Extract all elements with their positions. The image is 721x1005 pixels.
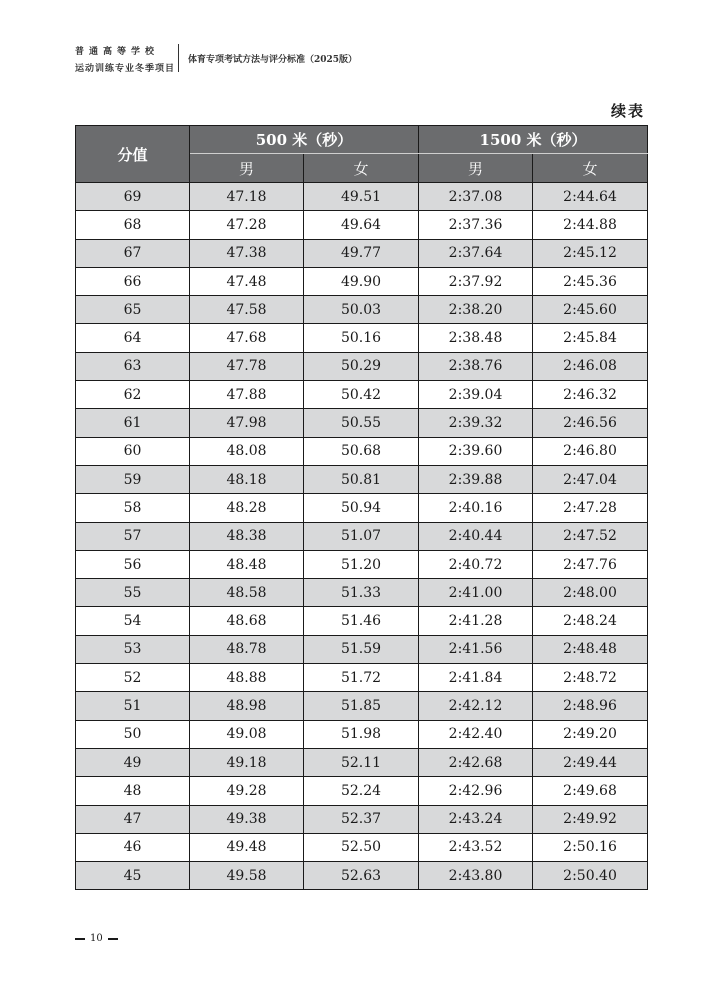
time-1500m-female-cell: 2:49.44	[533, 748, 648, 776]
time-500m-male-cell: 49.58	[190, 862, 304, 890]
time-1500m-male-cell: 2:43.80	[419, 862, 533, 890]
score-table	[75, 125, 648, 890]
time-1500m-female-cell: 2:48.48	[533, 635, 648, 663]
time-500m-female-cell: 50.68	[304, 437, 419, 465]
time-500m-male-cell: 47.68	[190, 324, 304, 352]
running-header	[75, 44, 175, 74]
header-program-line: 运动训练专业冬季项目	[75, 64, 176, 74]
time-1500m-female-cell: 2:46.56	[533, 409, 648, 437]
table-row	[76, 465, 648, 493]
time-500m-male-cell: 47.48	[190, 267, 304, 295]
page-footer	[75, 933, 118, 944]
time-1500m-female-cell: 2:48.24	[533, 607, 648, 635]
time-1500m-female-cell: 2:48.72	[533, 664, 648, 692]
header-title: 体育专项考试方法与评分标准（2025版）	[188, 55, 358, 65]
score-cell: 66	[76, 267, 190, 295]
time-500m-female-cell: 51.46	[304, 607, 419, 635]
time-1500m-male-cell: 2:39.60	[419, 437, 533, 465]
time-1500m-female-cell: 2:45.12	[533, 239, 648, 267]
table-row	[76, 183, 648, 211]
time-1500m-male-cell: 2:42.68	[419, 748, 533, 776]
time-500m-female-cell: 49.77	[304, 239, 419, 267]
score-cell: 64	[76, 324, 190, 352]
time-1500m-male-cell: 2:42.12	[419, 692, 533, 720]
score-cell: 69	[76, 183, 190, 211]
time-500m-female-cell: 49.64	[304, 211, 419, 239]
time-1500m-male-cell: 2:42.96	[419, 777, 533, 805]
time-500m-male-cell: 48.48	[190, 550, 304, 578]
time-500m-male-cell: 48.28	[190, 494, 304, 522]
score-cell: 50	[76, 720, 190, 748]
score-cell: 67	[76, 239, 190, 267]
score-cell: 59	[76, 465, 190, 493]
time-500m-male-cell: 48.68	[190, 607, 304, 635]
time-1500m-male-cell: 2:41.00	[419, 579, 533, 607]
time-1500m-female-cell: 2:44.88	[533, 211, 648, 239]
footer-dash-left	[75, 938, 85, 940]
time-500m-female-cell: 50.03	[304, 296, 419, 324]
time-1500m-female-cell: 2:44.64	[533, 183, 648, 211]
score-cell: 63	[76, 352, 190, 380]
subheader-500m-female: 女	[304, 154, 419, 183]
table-row	[76, 324, 648, 352]
header-row-groups	[76, 126, 648, 154]
table-row	[76, 522, 648, 550]
score-cell: 54	[76, 607, 190, 635]
time-1500m-female-cell: 2:46.80	[533, 437, 648, 465]
score-cell: 65	[76, 296, 190, 324]
time-500m-female-cell: 49.51	[304, 183, 419, 211]
time-500m-female-cell: 50.42	[304, 381, 419, 409]
table-row	[76, 267, 648, 295]
time-500m-male-cell: 48.58	[190, 579, 304, 607]
time-500m-male-cell: 47.28	[190, 211, 304, 239]
time-1500m-female-cell: 2:47.04	[533, 465, 648, 493]
time-500m-female-cell: 49.90	[304, 267, 419, 295]
time-1500m-male-cell: 2:38.76	[419, 352, 533, 380]
score-cell: 48	[76, 777, 190, 805]
time-1500m-male-cell: 2:40.44	[419, 522, 533, 550]
table-row	[76, 381, 648, 409]
table-body	[76, 183, 648, 890]
time-500m-male-cell: 48.18	[190, 465, 304, 493]
score-cell: 68	[76, 211, 190, 239]
table-row	[76, 748, 648, 776]
time-500m-male-cell: 48.78	[190, 635, 304, 663]
time-1500m-female-cell: 2:48.00	[533, 579, 648, 607]
time-1500m-male-cell: 2:43.24	[419, 805, 533, 833]
score-cell: 61	[76, 409, 190, 437]
continued-label: 续表	[610, 102, 645, 120]
time-1500m-female-cell: 2:46.08	[533, 352, 648, 380]
score-cell: 52	[76, 664, 190, 692]
footer-dash-right	[108, 938, 118, 940]
table-row	[76, 550, 648, 578]
time-500m-female-cell: 50.81	[304, 465, 419, 493]
subheader-1500m-male: 男	[419, 154, 533, 183]
time-500m-male-cell: 49.18	[190, 748, 304, 776]
time-500m-female-cell: 51.72	[304, 664, 419, 692]
time-1500m-female-cell: 2:49.20	[533, 720, 648, 748]
time-1500m-male-cell: 2:37.08	[419, 183, 533, 211]
time-1500m-female-cell: 2:50.16	[533, 833, 648, 861]
time-500m-male-cell: 47.18	[190, 183, 304, 211]
time-500m-female-cell: 52.24	[304, 777, 419, 805]
time-1500m-male-cell: 2:38.48	[419, 324, 533, 352]
time-500m-male-cell: 48.08	[190, 437, 304, 465]
time-500m-female-cell: 52.37	[304, 805, 419, 833]
time-1500m-male-cell: 2:41.84	[419, 664, 533, 692]
time-500m-female-cell: 51.85	[304, 692, 419, 720]
time-500m-female-cell: 51.98	[304, 720, 419, 748]
group-header-500m: 500 米（秒）	[190, 126, 419, 154]
score-cell: 49	[76, 748, 190, 776]
score-cell: 62	[76, 381, 190, 409]
time-500m-male-cell: 48.88	[190, 664, 304, 692]
time-500m-female-cell: 50.94	[304, 494, 419, 522]
time-500m-female-cell: 52.50	[304, 833, 419, 861]
time-500m-male-cell: 48.98	[190, 692, 304, 720]
score-cell: 46	[76, 833, 190, 861]
table-row	[76, 862, 648, 890]
time-500m-female-cell: 51.20	[304, 550, 419, 578]
time-1500m-female-cell: 2:49.68	[533, 777, 648, 805]
time-1500m-male-cell: 2:37.36	[419, 211, 533, 239]
time-1500m-male-cell: 2:39.88	[419, 465, 533, 493]
time-500m-male-cell: 47.78	[190, 352, 304, 380]
score-cell: 60	[76, 437, 190, 465]
table-row	[76, 833, 648, 861]
time-1500m-female-cell: 2:48.96	[533, 692, 648, 720]
time-1500m-male-cell: 2:41.56	[419, 635, 533, 663]
score-cell: 47	[76, 805, 190, 833]
time-1500m-female-cell: 2:45.60	[533, 296, 648, 324]
time-500m-female-cell: 52.63	[304, 862, 419, 890]
time-500m-female-cell: 51.33	[304, 579, 419, 607]
table-row	[76, 352, 648, 380]
score-cell: 45	[76, 862, 190, 890]
table-row	[76, 635, 648, 663]
table-row	[76, 720, 648, 748]
time-1500m-male-cell: 2:41.28	[419, 607, 533, 635]
time-500m-female-cell: 50.16	[304, 324, 419, 352]
time-500m-male-cell: 48.38	[190, 522, 304, 550]
time-500m-male-cell: 47.58	[190, 296, 304, 324]
table-row	[76, 296, 648, 324]
score-cell: 55	[76, 579, 190, 607]
time-1500m-male-cell: 2:37.92	[419, 267, 533, 295]
time-1500m-female-cell: 2:45.36	[533, 267, 648, 295]
time-500m-male-cell: 47.38	[190, 239, 304, 267]
time-1500m-male-cell: 2:40.72	[419, 550, 533, 578]
time-1500m-female-cell: 2:47.76	[533, 550, 648, 578]
time-500m-female-cell: 50.29	[304, 352, 419, 380]
time-1500m-female-cell: 2:50.40	[533, 862, 648, 890]
time-1500m-female-cell: 2:47.52	[533, 522, 648, 550]
table-row	[76, 777, 648, 805]
subheader-500m-male: 男	[190, 154, 304, 183]
time-500m-male-cell: 49.48	[190, 833, 304, 861]
score-column-header: 分值	[76, 126, 190, 183]
table-row	[76, 494, 648, 522]
score-cell: 58	[76, 494, 190, 522]
time-500m-male-cell: 49.08	[190, 720, 304, 748]
time-1500m-female-cell: 2:46.32	[533, 381, 648, 409]
subheader-1500m-female: 女	[533, 154, 648, 183]
time-500m-male-cell: 47.88	[190, 381, 304, 409]
table-row	[76, 239, 648, 267]
time-1500m-female-cell: 2:45.84	[533, 324, 648, 352]
group-header-1500m: 1500 米（秒）	[419, 126, 648, 154]
table-row	[76, 409, 648, 437]
header-school-line: 普通高等学校	[75, 47, 160, 57]
time-1500m-male-cell: 2:38.20	[419, 296, 533, 324]
time-1500m-male-cell: 2:37.64	[419, 239, 533, 267]
time-500m-male-cell: 49.28	[190, 777, 304, 805]
time-500m-female-cell: 50.55	[304, 409, 419, 437]
time-1500m-female-cell: 2:49.92	[533, 805, 648, 833]
time-500m-female-cell: 51.59	[304, 635, 419, 663]
page-number: 10	[90, 933, 103, 944]
table-row	[76, 579, 648, 607]
header-divider	[178, 44, 179, 72]
time-1500m-male-cell: 2:39.32	[419, 409, 533, 437]
time-1500m-female-cell: 2:47.28	[533, 494, 648, 522]
table-row	[76, 607, 648, 635]
time-1500m-male-cell: 2:39.04	[419, 381, 533, 409]
time-1500m-male-cell: 2:43.52	[419, 833, 533, 861]
table-row	[76, 437, 648, 465]
time-1500m-male-cell: 2:40.16	[419, 494, 533, 522]
table-row	[76, 664, 648, 692]
table-row	[76, 211, 648, 239]
time-500m-female-cell: 52.11	[304, 748, 419, 776]
score-cell: 56	[76, 550, 190, 578]
score-cell: 53	[76, 635, 190, 663]
table-row	[76, 692, 648, 720]
table-row	[76, 805, 648, 833]
score-cell: 57	[76, 522, 190, 550]
score-cell: 51	[76, 692, 190, 720]
time-500m-male-cell: 49.38	[190, 805, 304, 833]
time-1500m-male-cell: 2:42.40	[419, 720, 533, 748]
time-500m-male-cell: 47.98	[190, 409, 304, 437]
time-500m-female-cell: 51.07	[304, 522, 419, 550]
